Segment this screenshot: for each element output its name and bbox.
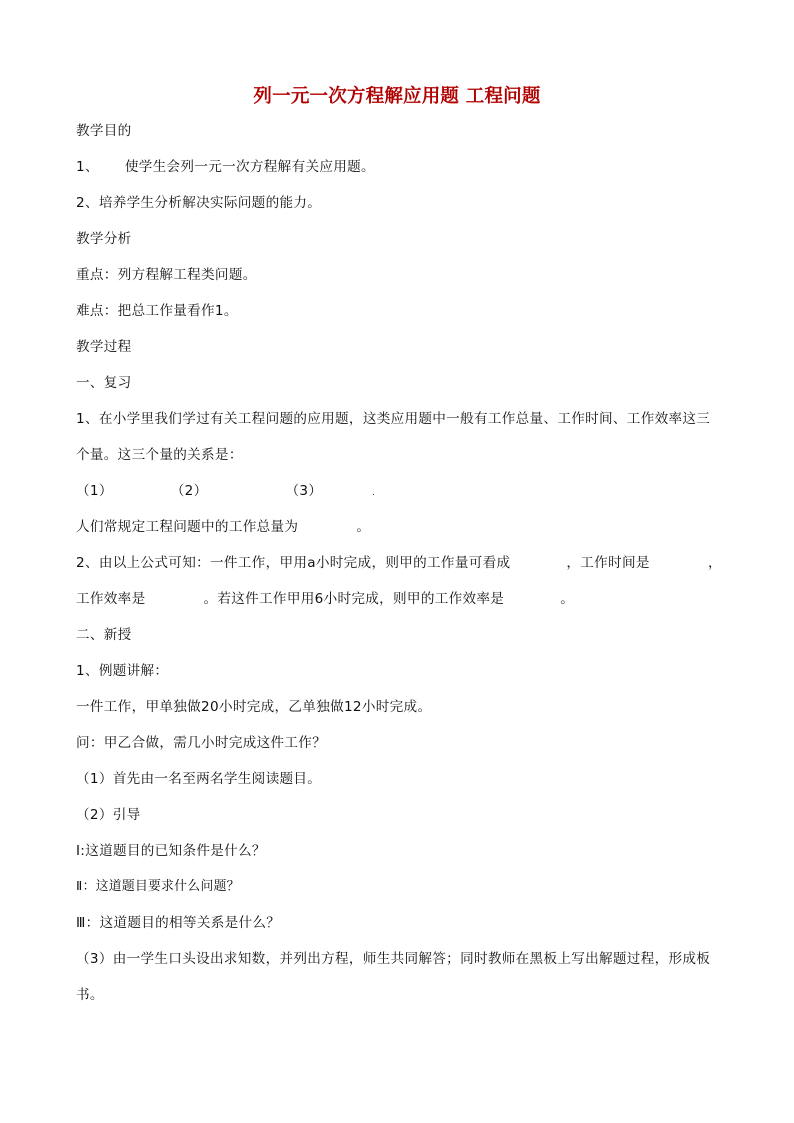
total-work-period: 。 — [356, 519, 371, 535]
section-new-lesson: 二、新授 — [76, 627, 132, 643]
key-point: 重点：列方程解工程类问题。 — [76, 267, 257, 283]
step-3-line-1: （3）由一学生口头设出求知数，并列出方程，师生共同解答；同时教师在黑板上写出解题过程，形成板 — [76, 951, 711, 967]
formula-line-1-text: 2、由以上公式可知：一件工作，甲用a小时完成，则甲的工作量可看成 — [76, 555, 511, 571]
example-heading: 1、例题讲解： — [76, 663, 169, 679]
formula-line-2-text: 。若这件工作甲用6小时完成，则甲的工作效率是 — [203, 591, 505, 607]
formula-line-2-efficiency: 工作效率是 — [76, 591, 146, 607]
goal-item-1 — [76, 157, 375, 177]
heading-teaching-goals: 教学目的 — [76, 123, 132, 139]
section-review: 一、复习 — [76, 375, 132, 391]
relation-end-dot: . — [372, 488, 376, 497]
step-3-line-2: 书。 — [76, 987, 104, 1003]
goal-item-2: 2、培养学生分析解决实际问题的能力。 — [76, 195, 322, 211]
formula-line-2 — [76, 589, 574, 609]
example-question: 问：甲乙合做，需几小时完成这件工作？ — [76, 735, 327, 751]
formula-line-1 — [76, 553, 722, 573]
guide-question-3: Ⅲ：这道题目的相等关系是什么？ — [76, 915, 281, 931]
total-work-text: 人们常规定工程问题中的工作总量为 — [76, 519, 299, 535]
heading-teaching-analysis: 教学分析 — [76, 231, 132, 247]
goal-item-1-number: 1、 — [76, 159, 99, 175]
review-paragraph-line-2: 个量。这三个量的关系是： — [76, 447, 243, 463]
review-paragraph-line-1: 1、在小学里我们学过有关工程问题的应用题，这类应用题中一般有工作总量、工作时间、工作效率这三 — [76, 411, 711, 427]
relation-2-label: （2） — [170, 483, 208, 499]
example-problem: 一件工作，甲单独做20小时完成，乙单独做12小时完成。 — [76, 699, 432, 715]
total-work-line — [76, 517, 370, 537]
step-2: （2）引导 — [76, 807, 141, 823]
relation-3-label: （3） — [285, 483, 323, 499]
formula-line-1-time: ，工作时间是 — [566, 555, 650, 571]
heading-teaching-process: 教学过程 — [76, 339, 132, 355]
document-title: 列一元一次方程解应用题 工程问题 — [253, 86, 541, 107]
guide-question-2: Ⅱ：这道题目要求什么问题？ — [76, 879, 240, 894]
goal-item-1-text: 使学生会列一元一次方程解有关应用题。 — [124, 159, 375, 175]
step-1: （1）首先由一名至两名学生阅读题目。 — [76, 771, 322, 787]
formula-line-1-comma: ， — [708, 555, 722, 571]
relation-1-label: （1） — [76, 483, 113, 499]
relation-blanks-row — [76, 481, 375, 503]
difficult-point: 难点：把总工作量看作1。 — [76, 303, 238, 319]
formula-line-2-period: 。 — [560, 591, 575, 607]
guide-question-1: Ⅰ:这道题目的已知条件是什么？ — [76, 843, 266, 859]
